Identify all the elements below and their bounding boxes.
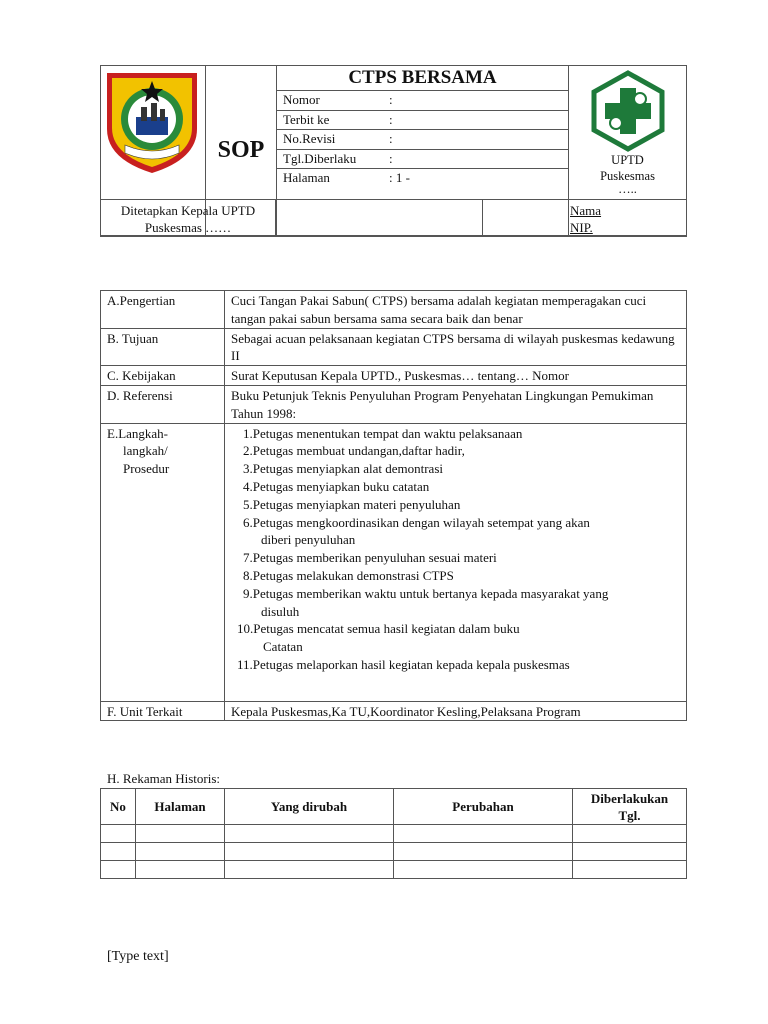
step-number: 7. <box>243 550 253 566</box>
list-item <box>231 425 680 443</box>
logo-caption-uptd: UPTD <box>611 153 644 167</box>
step-number: 5. <box>243 496 253 512</box>
label-tujuan: B. Tujuan <box>101 328 225 366</box>
signatory-nip: NIP. <box>570 220 593 235</box>
field-nomor: Nomor : <box>277 91 568 111</box>
step-number: 4. <box>243 478 253 494</box>
text-unit-terkait: Kepala Puskesmas,Ka TU,Koordinator Kesling,Pelaksana Program <box>225 701 687 721</box>
logo-caption-dots: ….. <box>618 182 637 196</box>
step-number: 11. <box>237 656 253 672</box>
step-text: Petugas mencatat semua hasil kegiatan dalam buku <box>253 621 520 637</box>
col-diberlakukan: Diberlakukan Tgl. <box>573 789 687 825</box>
list-item <box>231 549 680 567</box>
field-terbit-ke: Terbit ke : <box>277 111 568 131</box>
step-number: 2. <box>243 443 253 459</box>
sop-content-table <box>100 290 687 721</box>
step-text: Petugas melaporkan hasil kegiatan kepada kepala puskesmas <box>252 656 570 672</box>
step-text: Petugas menyiapkan materi penyuluhan <box>252 496 461 512</box>
step-number: 8. <box>243 567 253 583</box>
step-number: 9. <box>243 585 253 601</box>
step-continuation: disuluh <box>261 603 300 619</box>
list-item <box>231 460 680 478</box>
text-kebijakan: Surat Keputusan Kepala UPTD., Puskesmas… tentang… Nomor <box>225 366 687 386</box>
field-tgl-diberlaku: Tgl.Diberlaku : <box>277 150 568 170</box>
col-halaman: Halaman <box>136 789 225 825</box>
list-item <box>231 620 680 656</box>
col-yang-dirubah: Yang dirubah <box>225 789 394 825</box>
list-item <box>231 567 680 585</box>
step-continuation: diberi penyuluhan <box>261 532 356 548</box>
step-text: Petugas mengkoordinasikan dengan wilayah setempat yang akan <box>252 514 590 530</box>
label-unit-terkait: F. Unit Terkait <box>101 701 225 721</box>
text-tujuan: Sebagai acuan pelaksanaan kegiatan CTPS bersama di wilayah puskesmas kedawung II <box>225 328 687 366</box>
list-item <box>231 656 680 674</box>
signatory <box>483 200 687 237</box>
table-row <box>101 843 687 861</box>
step-text: Petugas melakukan demonstrasi CTPS <box>252 567 454 583</box>
row-tujuan <box>101 328 687 366</box>
step-continuation: Catatan <box>263 639 303 655</box>
row-pengertian <box>101 291 687 329</box>
step-text: Petugas menyiapkan buku catatan <box>252 478 430 494</box>
text-referensi: Buku Petunjuk Teknis Penyuluhan Program Penyehatan Lingkungan Pemukiman Tahun 1998: <box>225 385 687 423</box>
table-row <box>101 825 687 843</box>
step-number: 3. <box>243 461 253 477</box>
step-text: Petugas memberikan waktu untuk bertanya kepada masyarakat yang <box>252 585 609 601</box>
field-no-revisi: No.Revisi : <box>277 130 568 150</box>
approval-table <box>100 199 687 237</box>
row-kebijakan <box>101 366 687 386</box>
list-item <box>231 442 680 460</box>
label-pengertian: A.Pengertian <box>101 291 225 329</box>
footer-placeholder: [Type text] <box>107 949 169 964</box>
history-table <box>100 788 687 879</box>
row-langkah <box>101 423 687 701</box>
table-row <box>101 861 687 879</box>
step-number: 6. <box>243 514 253 530</box>
logo-caption-puskesmas: Puskesmas <box>600 169 655 183</box>
label-kebijakan: C. Kebijakan <box>101 366 225 386</box>
signature-blank <box>276 200 483 237</box>
label-referensi: D. Referensi <box>101 385 225 423</box>
step-number: 1. <box>243 425 253 441</box>
row-referensi <box>101 385 687 423</box>
list-item <box>231 585 680 621</box>
puskesmas-cross-icon <box>587 70 669 152</box>
step-number: 10. <box>237 621 254 637</box>
step-text: Petugas menentukan tempat dan waktu pelaksanaan <box>252 425 523 441</box>
list-item <box>231 496 680 514</box>
history-header-row <box>101 789 687 825</box>
sop-label: SOP <box>206 66 277 236</box>
list-item <box>231 478 680 496</box>
label-langkah: E.Langkah- langkah/ Prosedur <box>101 423 225 701</box>
document-title: CTPS BERSAMA <box>277 66 569 91</box>
field-halaman: Halaman : 1 - <box>283 170 410 186</box>
list-item <box>231 514 680 550</box>
signatory-name: Nama <box>570 203 602 218</box>
history-label: H. Rekaman Historis: <box>107 771 221 786</box>
established-by: Ditetapkan Kepala UPTD Puskesmas …… <box>101 200 276 237</box>
col-no: No <box>101 789 136 825</box>
regency-shield-icon <box>101 67 203 177</box>
step-text: Petugas membuat undangan,daftar hadir, <box>252 443 465 459</box>
step-text: Petugas menyiapkan alat demontrasi <box>252 461 444 477</box>
col-perubahan: Perubahan <box>394 789 573 825</box>
step-text: Petugas memberikan penyuluhan sesuai materi <box>252 550 497 566</box>
row-unit-terkait <box>101 701 687 721</box>
procedure-steps <box>225 423 687 701</box>
text-pengertian: Cuci Tangan Pakai Sabun( CTPS) bersama adalah kegiatan memperagakan cuci tangan pakai sabun bersama sama secara baik dan benar <box>225 291 687 329</box>
steps-list <box>231 425 680 674</box>
